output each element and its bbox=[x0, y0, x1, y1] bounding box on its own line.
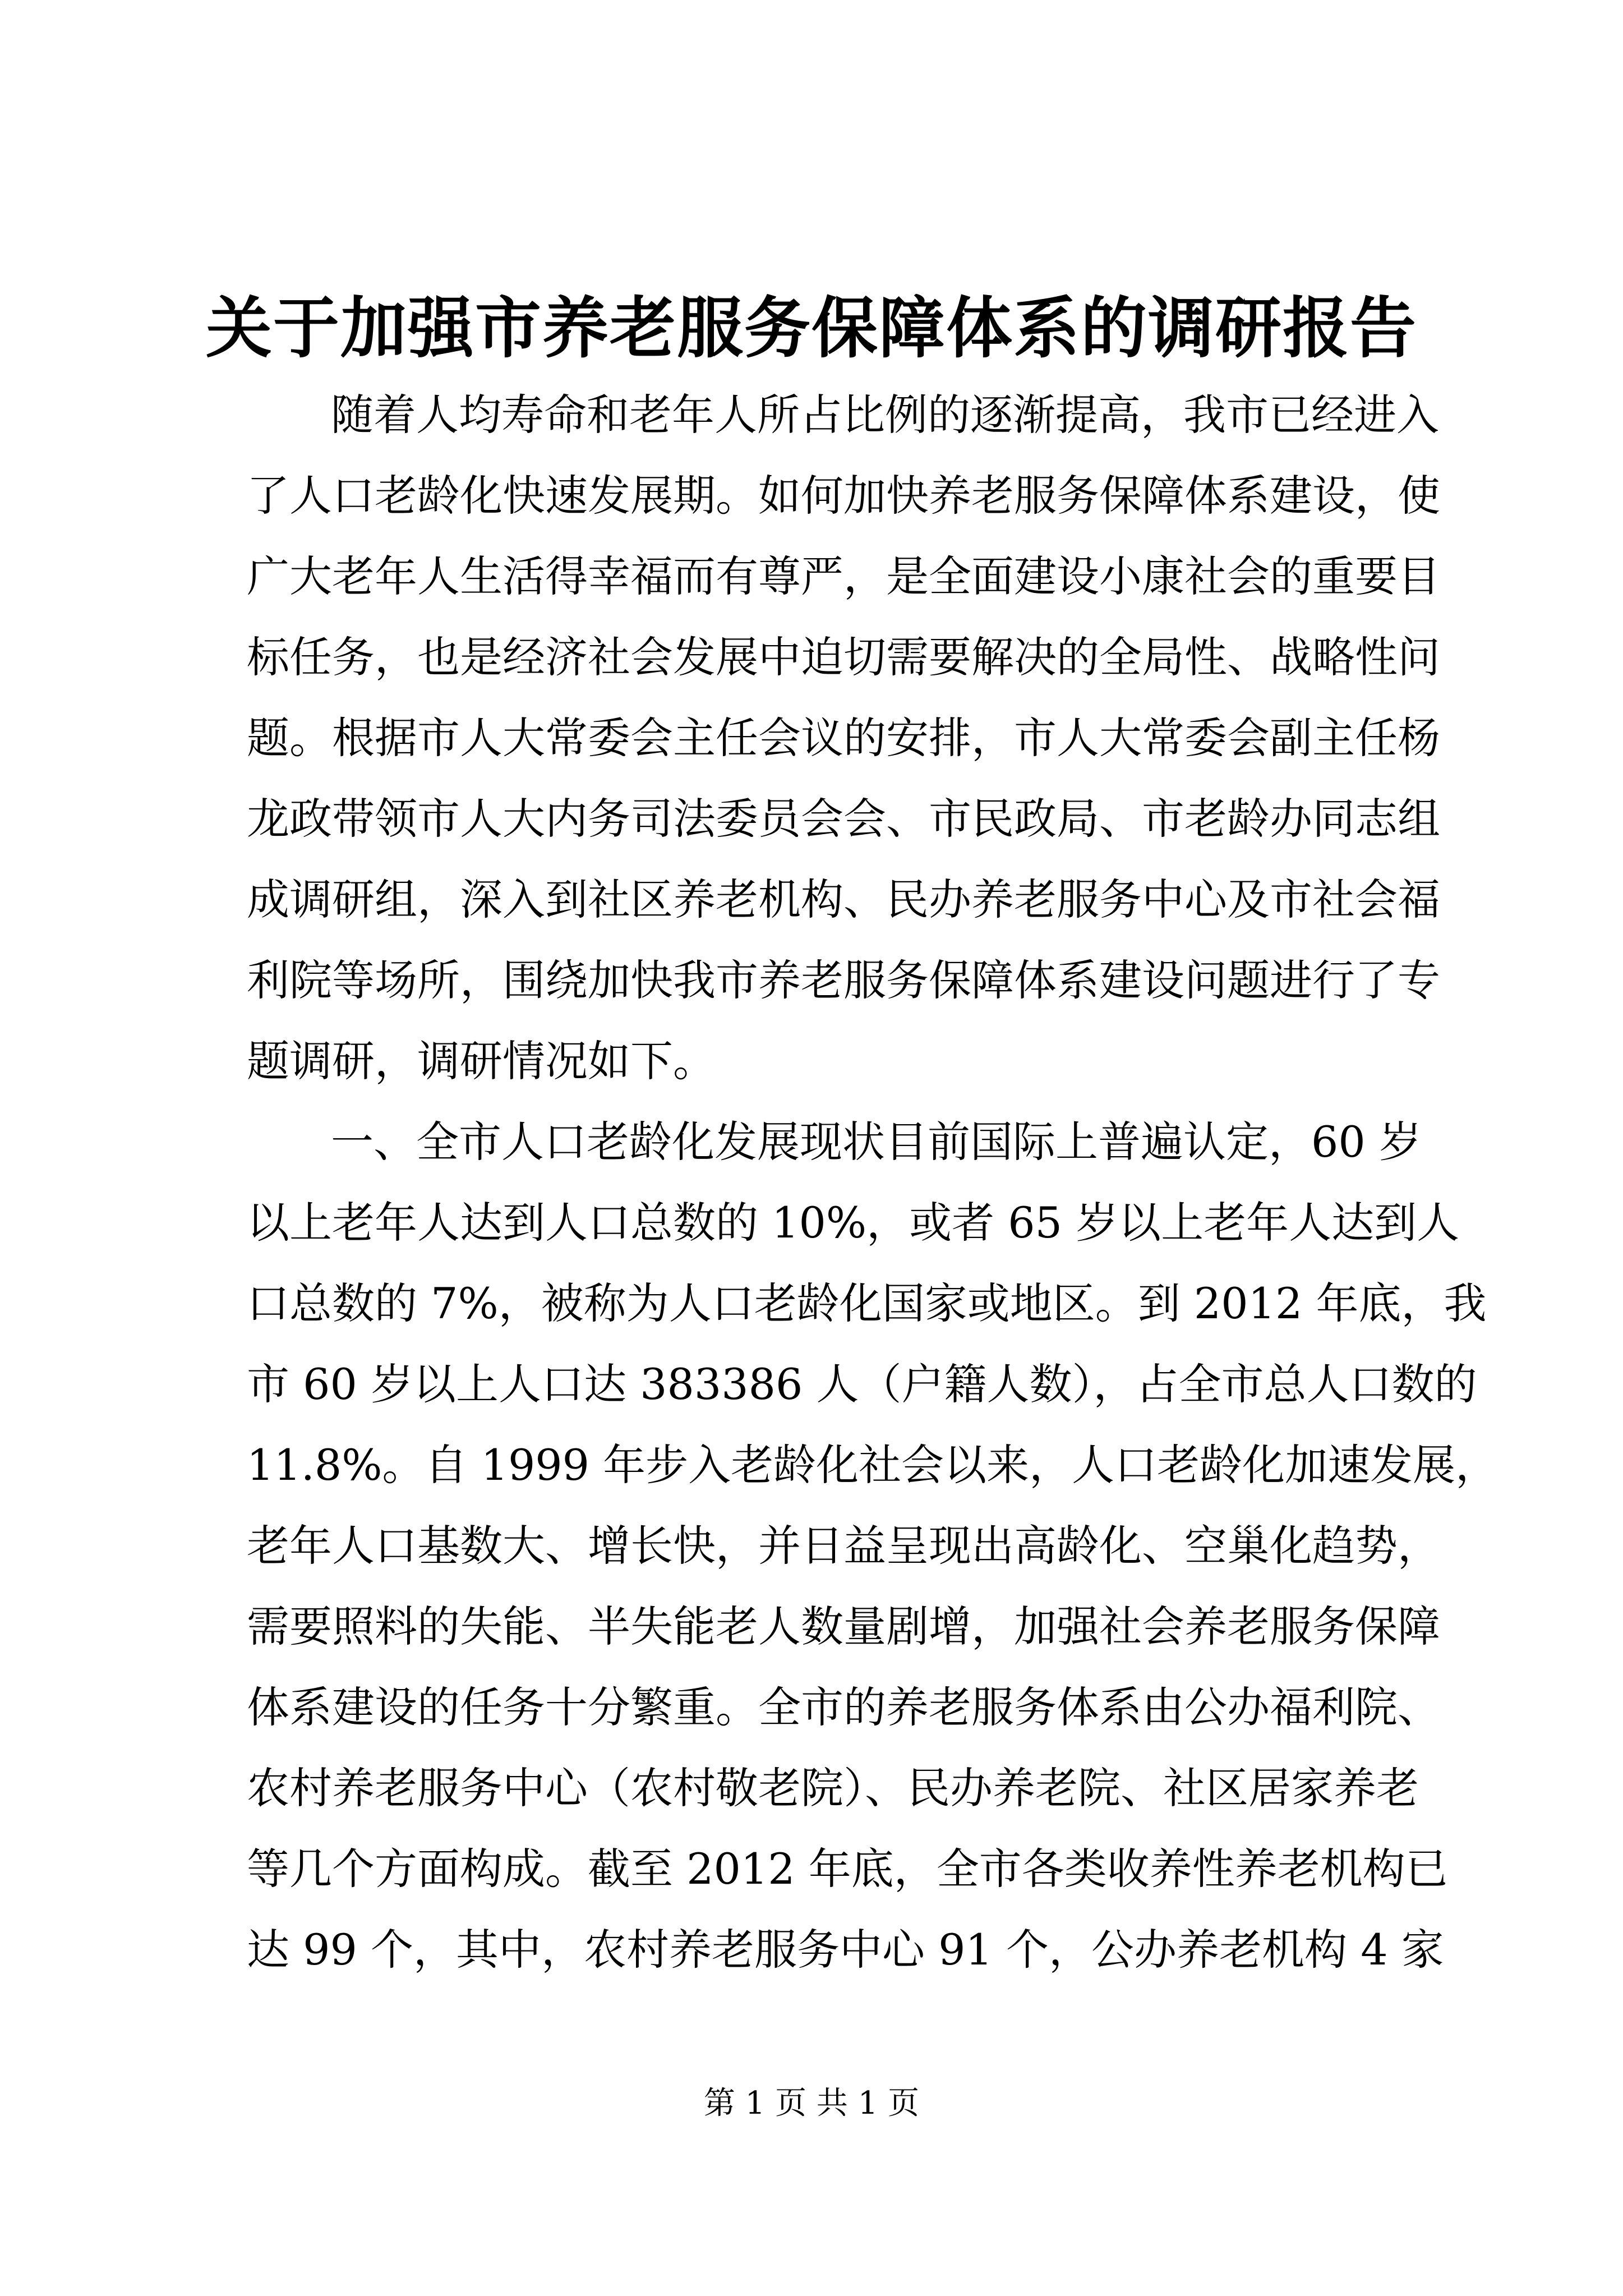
text-line: 标任务，也是经济社会发展中迫切需要解决的全局性、战略性问 bbox=[247, 632, 1440, 682]
text-line: 题调研，调研情况如下。 bbox=[247, 1036, 716, 1086]
text-line: 成调研组，深入到社区养老机构、民办养老服务中心及市社会福 bbox=[247, 875, 1440, 924]
paragraph-section-one bbox=[247, 1102, 1498, 1990]
text-line: 11.8%。自 1999 年步入老龄化社会以来，人口老龄化加速发展， bbox=[247, 1440, 1498, 1490]
text-line: 需要照料的失能、半失能老人数量剧增，加强社会养老服务保障 bbox=[247, 1602, 1440, 1651]
text-line: 达 99 个，其中，农村养老服务中心 91 个，公办养老机构 4 家 bbox=[247, 1925, 1444, 1975]
text-line: 以上老年人达到人口总数的 10%，或者 65 岁以上老年人达到人 bbox=[247, 1198, 1460, 1248]
text-line: 了人口老龄化快速发展期。如何加快养老服务保障体系建设，使 bbox=[247, 471, 1440, 521]
text-line: 广大老年人生活得幸福而有尊严，是全面建设小康社会的重要目 bbox=[247, 551, 1440, 601]
text-line: 农村养老服务中心（农村敬老院）、民办养老院、社区居家养老 bbox=[247, 1763, 1419, 1813]
document-body bbox=[247, 375, 1498, 1990]
text-line: 老年人口基数大、增长快，并日益呈现出高龄化、空巢化趋势， bbox=[247, 1521, 1440, 1571]
text-line: 口总数的 7%，被称为人口老龄化国家或地区。到 2012 年底，我 bbox=[247, 1278, 1487, 1328]
text-line: 一、全市人口老龄化发展现状目前国际上普遍认定，60 岁 bbox=[331, 1117, 1422, 1167]
text-line: 市 60 岁以上人口达 383386 人（户籍人数），占全市总人口数的 bbox=[247, 1359, 1477, 1409]
text-line: 随着人均寿命和老年人所占比例的逐渐提高，我市已经进入 bbox=[331, 390, 1439, 440]
text-line: 等几个方面构成。截至 2012 年底，全市各类收养性养老机构已 bbox=[247, 1844, 1448, 1894]
page-footer: 第 1 页 共 1 页 bbox=[703, 2085, 920, 2122]
document-title: 关于加强市养老服务保障体系的调研报告 bbox=[205, 289, 1417, 367]
text-line: 体系建设的任务十分繁重。全市的养老服务体系由公办福利院、 bbox=[247, 1682, 1440, 1732]
paragraph-intro bbox=[247, 375, 1440, 1102]
text-line: 利院等场所，围绕加快我市养老服务保障体系建设问题进行了专 bbox=[247, 955, 1440, 1005]
text-line: 龙政带领市人大内务司法委员会会、市民政局、市老龄办同志组 bbox=[247, 794, 1440, 844]
text-line: 题。根据市人大常委会主任会议的安排，市人大常委会副主任杨 bbox=[247, 713, 1440, 763]
